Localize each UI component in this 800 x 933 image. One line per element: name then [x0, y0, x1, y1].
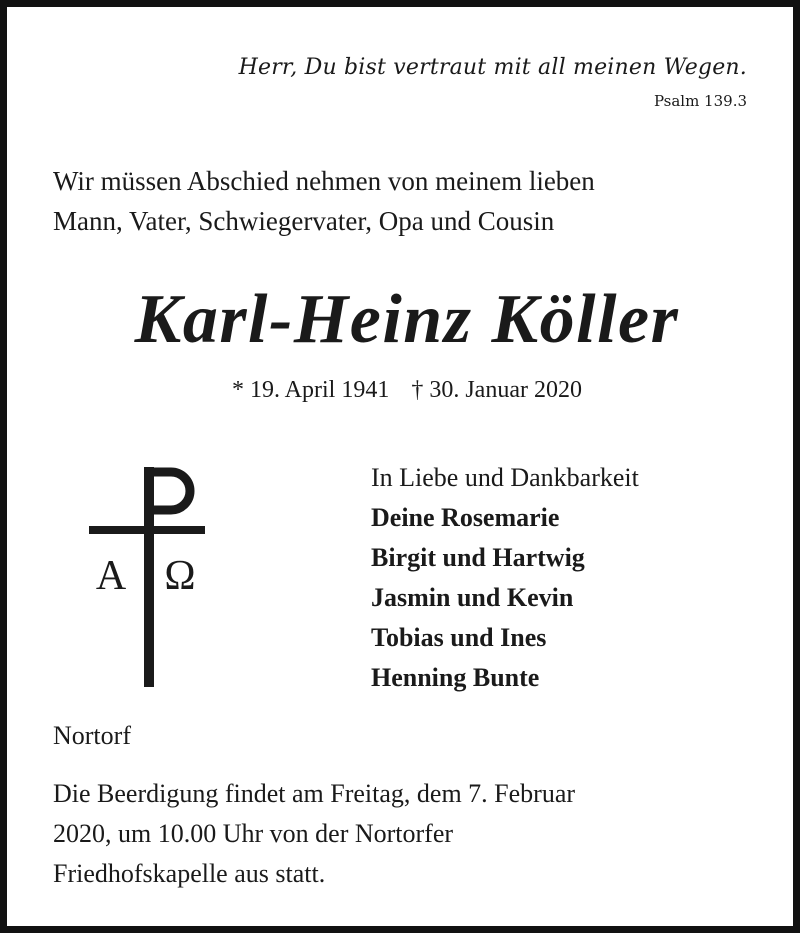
funeral-line-3: Friedhofskapelle aus statt. [53, 859, 326, 888]
mourners-greeting: In Liebe und Dankbarkeit [371, 463, 639, 492]
deceased-name: Karl-Heinz Köller [134, 281, 680, 358]
omega-letter: Ω [164, 553, 196, 599]
epigraph [239, 57, 747, 110]
mourner-name: Birgit und Hartwig [371, 543, 585, 572]
chi-rho-cross-icon [89, 467, 209, 687]
funeral-info [53, 774, 753, 894]
mourner-name: Henning Bunte [371, 663, 540, 692]
life-dates [7, 377, 800, 404]
funeral-line-2: 2020, um 10.00 Uhr von der Nortorfer [53, 819, 454, 848]
birth-date: * 19. April 1941 [232, 377, 390, 403]
intro-text [53, 161, 753, 241]
funeral-line-1: Die Beerdigung findet am Freitag, dem 7. Februar [53, 779, 576, 808]
alpha-letter: A [95, 553, 127, 599]
mourners-list [371, 458, 771, 698]
intro-line-1: Wir müssen Abschied nehmen von meinem lieben [53, 166, 595, 196]
place-name: Nortorf [53, 721, 131, 750]
epigraph-reference: Psalm 139.3 [653, 92, 747, 110]
mourner-name: Tobias und Ines [371, 623, 547, 652]
intro-line-2: Mann, Vater, Schwiegervater, Opa und Cousin [53, 206, 555, 236]
mourner-name: Jasmin und Kevin [371, 583, 574, 612]
death-date: † 30. Januar 2020 [411, 377, 582, 403]
epigraph-verse: Herr, Du bist vertraut mit all meinen Wegen. [238, 55, 747, 80]
mourner-name: Deine Rosemarie [371, 503, 560, 532]
